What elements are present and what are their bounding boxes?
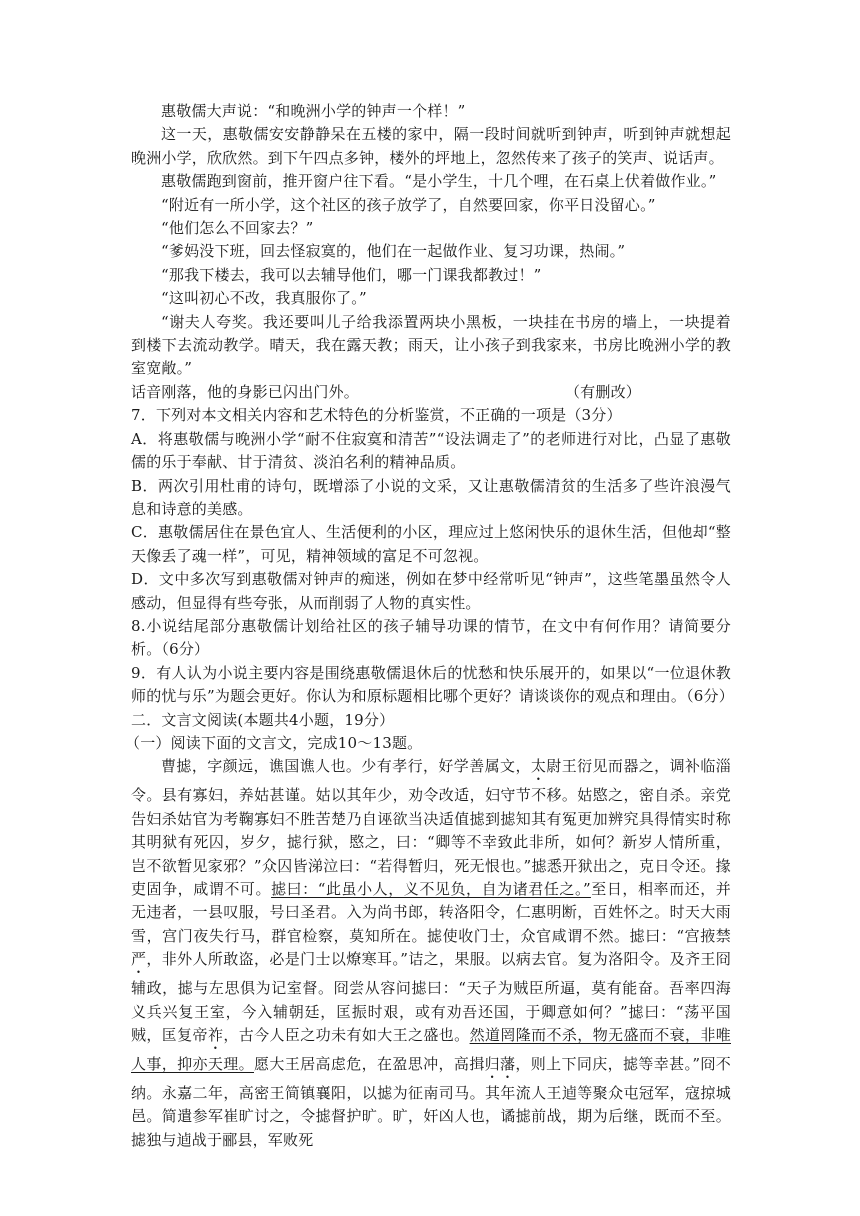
story-paragraph: 这一天，惠敬儒安安静静呆在五楼的家中，隔一段时间就听到钟声，听到钟声就想起晚洲小学，欣欣然。到下午四点多钟，楼外的坪地上，忽然传来了孩子的笑声、说话声。 bbox=[131, 125, 731, 167]
story-paragraph: 话音刚落，他的身影已闪出门外。 bbox=[131, 382, 360, 401]
story-paragraph: 惠敬儒跑到窗前，推开窗户往下看。“是小学生，十几个哩，在石桌上伏着做作业。” bbox=[161, 172, 717, 191]
emphasized-word: 太 bbox=[530, 757, 547, 776]
story-paragraph: “谢夫人夸奖。我还要叫儿子给我添置两块小黑板，一块挂在书房的墙上，一块提着到楼下去流动教学。晴天，我在露天教；雨天，让小孩子到我家来，书房比晚洲小学的教室宽敞。” bbox=[131, 312, 731, 378]
emphasized-word: 严 bbox=[131, 950, 147, 969]
emphasized-word: 祚 bbox=[207, 1026, 224, 1045]
question-7-option-c: C．惠敬儒居住在景色宜人、生活便利的小区，理应过上悠闲快乐的退休生活，但他却“整天像丢了魂一样”，可见，精神领域的富足不可忽视。 bbox=[131, 523, 731, 565]
question-7: 7．下列对本文相关内容和艺术特色的分析鉴赏，不正确的一项是（3分） bbox=[131, 406, 622, 425]
story-ending-line bbox=[131, 381, 731, 404]
story-paragraph: “那我下楼去，我可以去辅导他们，哪一门课我都教过！” bbox=[161, 265, 542, 284]
story-paragraph: 惠敬儒大声说：“和晚洲小学的钟声一个样！” bbox=[161, 102, 466, 120]
question-7-option-b: B．两次引用杜甫的诗句，既增添了小说的文采，又让惠敬儒清贫的生活多了些许浪漫气息和诗意的美感。 bbox=[131, 476, 731, 518]
classical-passage: 曹摅，字颜远，谯国谯人也。少有孝行，好学善属文，太尉王衍见而器之，调补临淄令。县有寡妇，养姑甚谨。姑以其年少，劝令改适，妇守节不移。姑愍之，密自杀。亲党告妇杀姑官为考鞠寡妇不胜苦楚乃自诬欲当决适值摅到摅知其有冤更加辨究具得情实时称其明狱有死囚，岁夕，摅行狱，愍之，曰：“卿等不幸致此非所，如何？新岁人情所重，岂不欲暂见家邪？”众囚皆涕泣曰：“若得暂归，死无恨也。”摅悉开狱出之，克日令还。掾吏固争，咸谓不可。摅曰：“此虽小人，义不见负，自为诸君任之。”至日，相率而还，并无违者，一县叹服，号曰圣君。入为尚书郎，转洛阳令，仁惠明断，百姓怀之。时天大雨雪，宫门夜失行马，群官检察，莫知所在。摅使收门士，众官咸谓不然。摅曰：“宫掖禁严，非外人所敢盗，必是门士以燎寒耳。”诘之，果服。以病去官。复为洛阳令。及齐王冏辅政，摅与左思俱为记室督。冏尝从容问摅曰：“天子为贼臣所逼，莫有能奋。吾率四海义兵兴复王室，今入辅朝廷，匡振时艰，或有劝吾还国，于卿意如何？”摅曰：“荡平国贼，匡复帝祚，古今人臣之功未有如大王之盛也。然道罔隆而不杀，物无盛而不衰，非唯人事，抑亦天理。愿大王居高虑危，在盈思冲，高揖归藩，则上下同庆，摅等幸甚。”冏不纳。永嘉二年，高密王简镇襄阳，以摅为征南司马。其年流人王逌等聚众屯冠军，寇掠城邑。简遣参军崔旷讨之，令摅督护旷。旷，奸凶人也，谲摅前战，期为后继，既而不至。摅独与逌战于郦县，军败死 bbox=[131, 757, 731, 1149]
story-paragraph: “这叫初心不改，我真服你了。” bbox=[161, 289, 367, 308]
underlined-sentence: 然道罔隆而不杀，物无盛而不衰，非唯人事，抑亦天理。 bbox=[131, 1026, 731, 1074]
emphasized-word: 归藩 bbox=[484, 1055, 516, 1074]
question-7-option-a: A．将惠敬儒与晚洲小学“耐不住寂寞和清苦”“设法调走了”的老师进行对比，凸显了惠敬儒的乐于奉献、甘于清贫、淡泊名利的精神品质。 bbox=[131, 429, 731, 472]
story-paragraph: “爹妈没下班，回去怪寂寞的，他们在一起做作业、复习功课，热闹。” bbox=[161, 242, 626, 261]
subsection-heading: （一）阅读下面的文言文，完成10～13题。 bbox=[125, 733, 423, 752]
underlined-sentence: 摅曰：“此虽小人，义不见负，自为诸君任之。” bbox=[271, 880, 591, 898]
question-8: 8.小说结尾部分惠敬儒计划给社区的孩子辅导功课的情节，在文中有何作用？请简要分析。（6分） bbox=[131, 616, 731, 659]
section-heading: 二．文言文阅读(本题共4小题，19分） bbox=[131, 710, 395, 729]
source-note: （有删改） bbox=[564, 382, 641, 401]
document-body bbox=[125, 100, 734, 1152]
question-9: 9．有人认为小说主要内容是围绕惠敬儒退休后的忧愁和快乐展开的，如果以“一位退休教师的忧与乐”为题会更好。你认为和原标题相比哪个更好？请谈谈你的观点和理由。（6分） bbox=[131, 663, 734, 706]
question-7-option-d: D．文中多次写到惠敬儒对钟声的痴迷，例如在梦中经常听见“钟声”，这些笔墨虽然令人感动，但显得有些夸张，从而削弱了人物的真实性。 bbox=[131, 570, 731, 612]
story-paragraph: “附近有一所小学，这个社区的孩子放学了，自然要回家，你平日没留心。” bbox=[161, 195, 656, 214]
story-paragraph: “他们怎么不回家去？” bbox=[161, 219, 314, 238]
